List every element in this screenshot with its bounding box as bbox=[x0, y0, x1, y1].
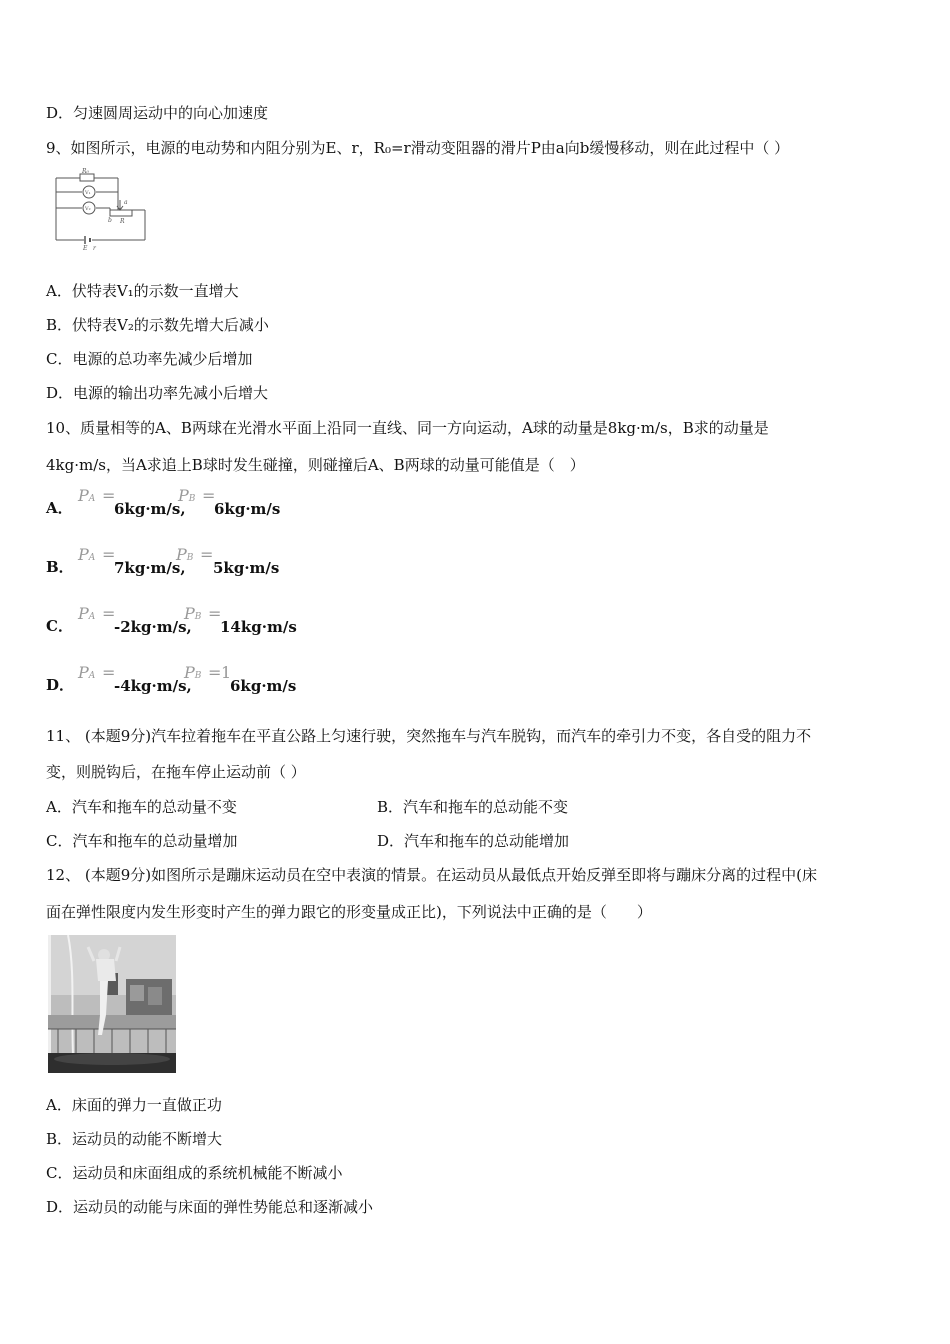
q9-option-d: D．电源的输出功率先减小后增大 bbox=[46, 384, 269, 402]
pb-value: 6kg·m/s bbox=[214, 500, 281, 518]
q10-option-c bbox=[46, 602, 446, 638]
pb-leading-digit: 1 bbox=[221, 663, 232, 682]
equals-sign: = bbox=[208, 604, 222, 623]
q12-stem-line2: 面在弹性限度内发生形变时产生的弹力跟它的形变量成正比)，下列说法中正确的是（ ） bbox=[46, 903, 652, 921]
equals-sign: = bbox=[202, 486, 216, 505]
symbol-pa: PA bbox=[78, 545, 96, 564]
option-label: B． bbox=[46, 558, 74, 576]
q9-option-b: B．伏特表V₂的示数先增大后减小 bbox=[46, 316, 269, 334]
q11-stem-line2: 变，则脱钩后，在拖车停止运动前（ ） bbox=[46, 763, 306, 781]
q9-circuit-diagram bbox=[50, 168, 150, 252]
q11-option-c: C．汽车和拖车的总动量增加 bbox=[46, 832, 238, 850]
q9-option-c: C．电源的总功率先减少后增加 bbox=[46, 350, 253, 368]
q12-stem-line1: 12、 (本题9分)如图所示是蹦床运动员在空中表演的情景。在运动员从最低点开始反弹至即将与蹦床分离的过程中(床 bbox=[46, 866, 817, 884]
pb-value: 5kg·m/s bbox=[213, 559, 280, 577]
trampoline-photo bbox=[48, 935, 176, 1073]
label-v1: V₁ bbox=[85, 190, 91, 196]
equals-sign: = bbox=[102, 604, 116, 623]
option-label: A． bbox=[46, 499, 73, 517]
label-b: b bbox=[108, 217, 112, 224]
q12-option-d: D．运动员的动能与床面的弹性势能总和逐渐减小 bbox=[46, 1198, 374, 1216]
option-label: D． bbox=[46, 676, 75, 694]
symbol-pb: PB bbox=[178, 486, 196, 505]
pa-value: 7kg·m/s, bbox=[114, 559, 186, 577]
symbol-pa: PA bbox=[78, 604, 96, 623]
q11-option-d: D．汽车和拖车的总动能增加 bbox=[377, 832, 570, 850]
label-v2: V₂ bbox=[85, 206, 91, 212]
q12-option-c: C．运动员和床面组成的系统机械能不断减小 bbox=[46, 1164, 343, 1182]
pa-value: -2kg·m/s, bbox=[114, 618, 192, 636]
equals-sign: = bbox=[102, 545, 116, 564]
symbol-pb: PB bbox=[184, 604, 202, 623]
label-a: a bbox=[124, 199, 128, 206]
q12-option-b: B．运动员的动能不断增大 bbox=[46, 1130, 223, 1148]
pb-value: 14kg·m/s bbox=[220, 618, 297, 636]
symbol-pa: PA bbox=[78, 663, 96, 682]
q9-option-a: A．伏特表V₁的示数一直增大 bbox=[46, 282, 239, 300]
q10-option-a bbox=[46, 484, 446, 520]
equals-sign: = bbox=[200, 545, 214, 564]
equals-sign: = bbox=[102, 486, 116, 505]
q10-option-b bbox=[46, 543, 446, 579]
pa-value: -4kg·m/s, bbox=[114, 677, 192, 695]
label-e: E bbox=[83, 245, 88, 252]
q12-option-a: A．床面的弹力一直做正功 bbox=[46, 1096, 222, 1114]
q9-stem: 9、如图所示，电源的电动势和内阻分别为E、r，R₀=r滑动变阻器的滑片P由a向b缓慢移动，则在此过程中（ ） bbox=[46, 139, 790, 157]
option-label: C． bbox=[46, 617, 73, 635]
pa-value: 6kg·m/s, bbox=[114, 500, 186, 518]
equals-sign: = bbox=[102, 663, 116, 682]
equals-sign: = bbox=[208, 663, 222, 682]
label-small-r: r bbox=[93, 245, 96, 252]
q10-option-d bbox=[46, 661, 446, 697]
symbol-pb: PB bbox=[184, 663, 202, 682]
pb-value: 6kg·m/s bbox=[230, 677, 297, 695]
q11-stem-line1: 11、 (本题9分)汽车拉着拖车在平直公路上匀速行驶，突然拖车与汽车脱钩，而汽车的牵引力不变，各自受的阻力不 bbox=[46, 727, 812, 745]
q11-option-a: A．汽车和拖车的总动量不变 bbox=[46, 798, 237, 816]
q8-option-d: D．匀速圆周运动中的向心加速度 bbox=[46, 104, 269, 122]
label-r: R bbox=[120, 218, 125, 225]
q10-stem-line1: 10、质量相等的A、B两球在光滑水平面上沿同一直线、同一方向运动，A球的动量是8kg·m/s，B求的动量是 bbox=[46, 419, 769, 437]
symbol-pa: PA bbox=[78, 486, 96, 505]
q10-stem-line2: 4kg·m/s，当A求追上B球时发生碰撞，则碰撞后A、B两球的动量可能值是（ ） bbox=[46, 456, 585, 474]
label-r0: R₀ bbox=[82, 168, 89, 175]
symbol-pb: PB bbox=[176, 545, 194, 564]
q11-option-b: B．汽车和拖车的总动能不变 bbox=[377, 798, 569, 816]
